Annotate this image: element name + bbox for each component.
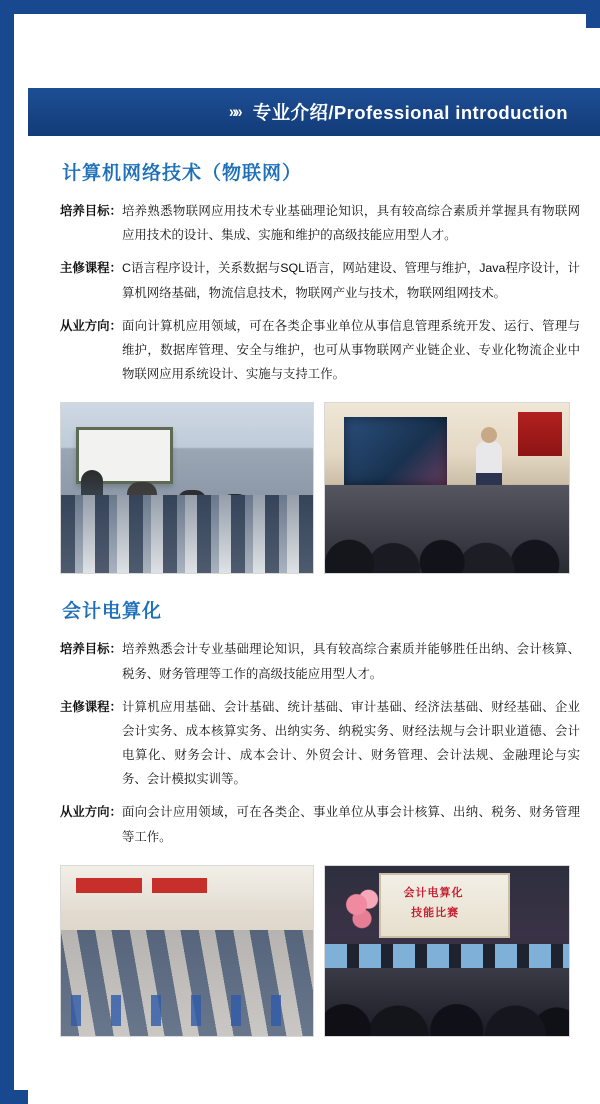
section2-row-objective [48,637,580,685]
row-label: 培养目标： [60,642,122,657]
section-title-2: 会计电算化 [62,601,163,623]
contest-screen-line1: 会计电算化 [403,887,464,900]
section2-row-courses [48,695,580,792]
poster-content [28,136,600,1037]
section1-row-courses [48,256,580,304]
photo-skills-contest [324,865,570,1037]
photo-figure [220,494,250,560]
double-chevron-right-icon: »» [228,102,240,121]
wall-sign [76,878,142,893]
section2-photo-row [48,865,580,1037]
row-text: 面向计算机应用领域，可在各类企事业单位从事信息管理系统开发、运行、管理与维护，数据库管理、安全与维护，也可从事物联网产业链企业、专业化物流企业中物联网应用系统设计、实施与支持工作。 [121,318,580,382]
section1-row-career [48,314,580,387]
row-text: C语言程序设计，关系数据与SQL语言，网站建设、管理与维护，Java程序设计，计算机网络基础，物流信息技术，物联网产业与技术，物联网组网技术。 [121,261,580,300]
section-title-1: 计算机网络技术（物联网） [62,163,303,184]
row-text: 面向会计应用领域，可在各类企、事业单位从事会计核算、出纳、税务、财务管理等工作。 [121,805,580,844]
audience-heads [325,485,569,573]
photo-lecture-room [324,402,570,574]
row-label: 从业方向： [60,318,122,333]
photo-figure [177,490,207,560]
row-text: 计算机应用基础、会计基础、统计基础、审计基础、经济法基础、财经基础、企业会计实务、成本核算实务、出纳实务、纳税实务、财经法规与会计职业道德、会计电算化、财务会计、成本会计、外贸会计、财务管理、会计法规、金融理论与实务、会计模拟实训等。 [121,699,580,787]
row-text: 培养熟悉会计专业基础理论知识，具有较高综合素质并能够胜任出纳、会计核算、税务、财务管理等工作的高级技能应用型人才。 [121,642,580,681]
audience-heads [325,968,569,1036]
wall-banner [518,412,562,456]
section1-photo-row [48,402,580,574]
photo-accounting-lab [60,865,314,1037]
section-header-band [28,88,600,136]
header-title: 专业介绍/Professional introduction [252,102,568,123]
contest-screen-line2: 技能比赛 [411,906,460,919]
wall-sign [152,878,207,893]
poster-inner [28,28,600,1104]
row-label: 从业方向： [60,805,122,820]
photo-figure [127,482,157,560]
section1-row-objective [48,199,580,247]
section2-row-career [48,800,580,848]
row-label: 主修课程： [60,261,122,276]
row-label: 培养目标： [60,204,122,218]
flower-decoration-icon [335,883,389,937]
contest-screen [379,873,510,938]
row-label: 主修课程： [60,699,122,714]
stool-row [71,995,303,1026]
photo-figure [81,470,103,522]
projector-screen [344,417,447,485]
row-text: 培养熟悉物联网应用技术专业基础理论知识，具有较高综合素质并掌握具有物联网应用技术的设计、集成、实施和维护的高级技能应用型人才。 [121,204,580,243]
photo-computer-lab [60,402,314,574]
